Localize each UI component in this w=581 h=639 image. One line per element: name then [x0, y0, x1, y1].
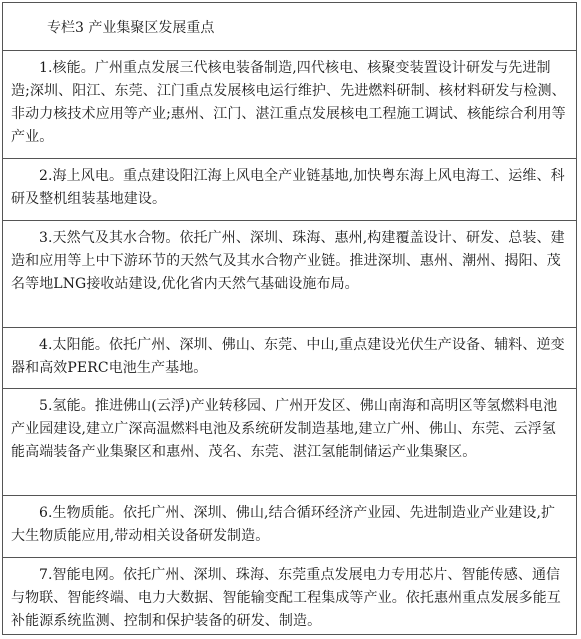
section-nuclear: 1.核能。广州重点发展三代核电装备制造,四代核电、核聚变装置设计研发与先进制造;深圳、阳江、东莞、江门重点发展核电运行维护、先进燃料研制、核材料研发与检测、非动力核技术应用等产业;惠州、江门、湛江重点发展核电工程施工调试、核能综合利用等产业。 — [3, 51, 576, 159]
section-natural-gas: 3.天然气及其水合物。依托广州、深圳、珠海、惠州,构建覆盖设计、研发、总装、建造和应用等上中下游环节的天然气及其水合物产业链。推进深圳、惠州、潮州、揭阳、茂名等地LNG接收站建设,优化省内天然气基础设施布局。 — [3, 221, 576, 328]
section-smart-grid: 7.智能电网。依托广州、深圳、珠海、东莞重点发展电力专用芯片、智能传感、通信与物联、智能终端、电力大数据、智能输变配工程集成等产业。依托惠州重点发展多能互补能源系统监测、控制和保护装备的研发、制造。 — [11, 567, 561, 629]
section-biomass: 6.生物质能。依托广州、深圳、佛山,结合循环经济产业园、先进制造业产业建设,扩大生物质能应用,带动相关设备研发制造。 — [3, 496, 576, 558]
column-title: 专栏3 产业集聚区发展重点 — [3, 3, 576, 51]
section-offshore-wind: 2.海上风电。重点建设阳江海上风电全产业链基地,加快粤东海上风电海工、运维、科研及整机组装基地建设。 — [3, 159, 576, 221]
section-solar: 4.太阳能。依托广州、深圳、佛山、东莞、中山,重点建设光伏生产设备、辅料、逆变器和高效PERC电池生产基地。 — [3, 328, 576, 389]
section-hydrogen: 5.氢能。推进佛山(云浮)产业转移园、广州开发区、佛山南海和高明区等氢燃料电池产业园建设,建立广深高温燃料电池及系统研发制造基地,建立广州、佛山、东莞、云浮氢能高端装备产业集聚区和惠州、茂名、东莞、湛江氢能制储运产业集聚区。 — [3, 389, 576, 496]
column-box — [2, 2, 577, 635]
